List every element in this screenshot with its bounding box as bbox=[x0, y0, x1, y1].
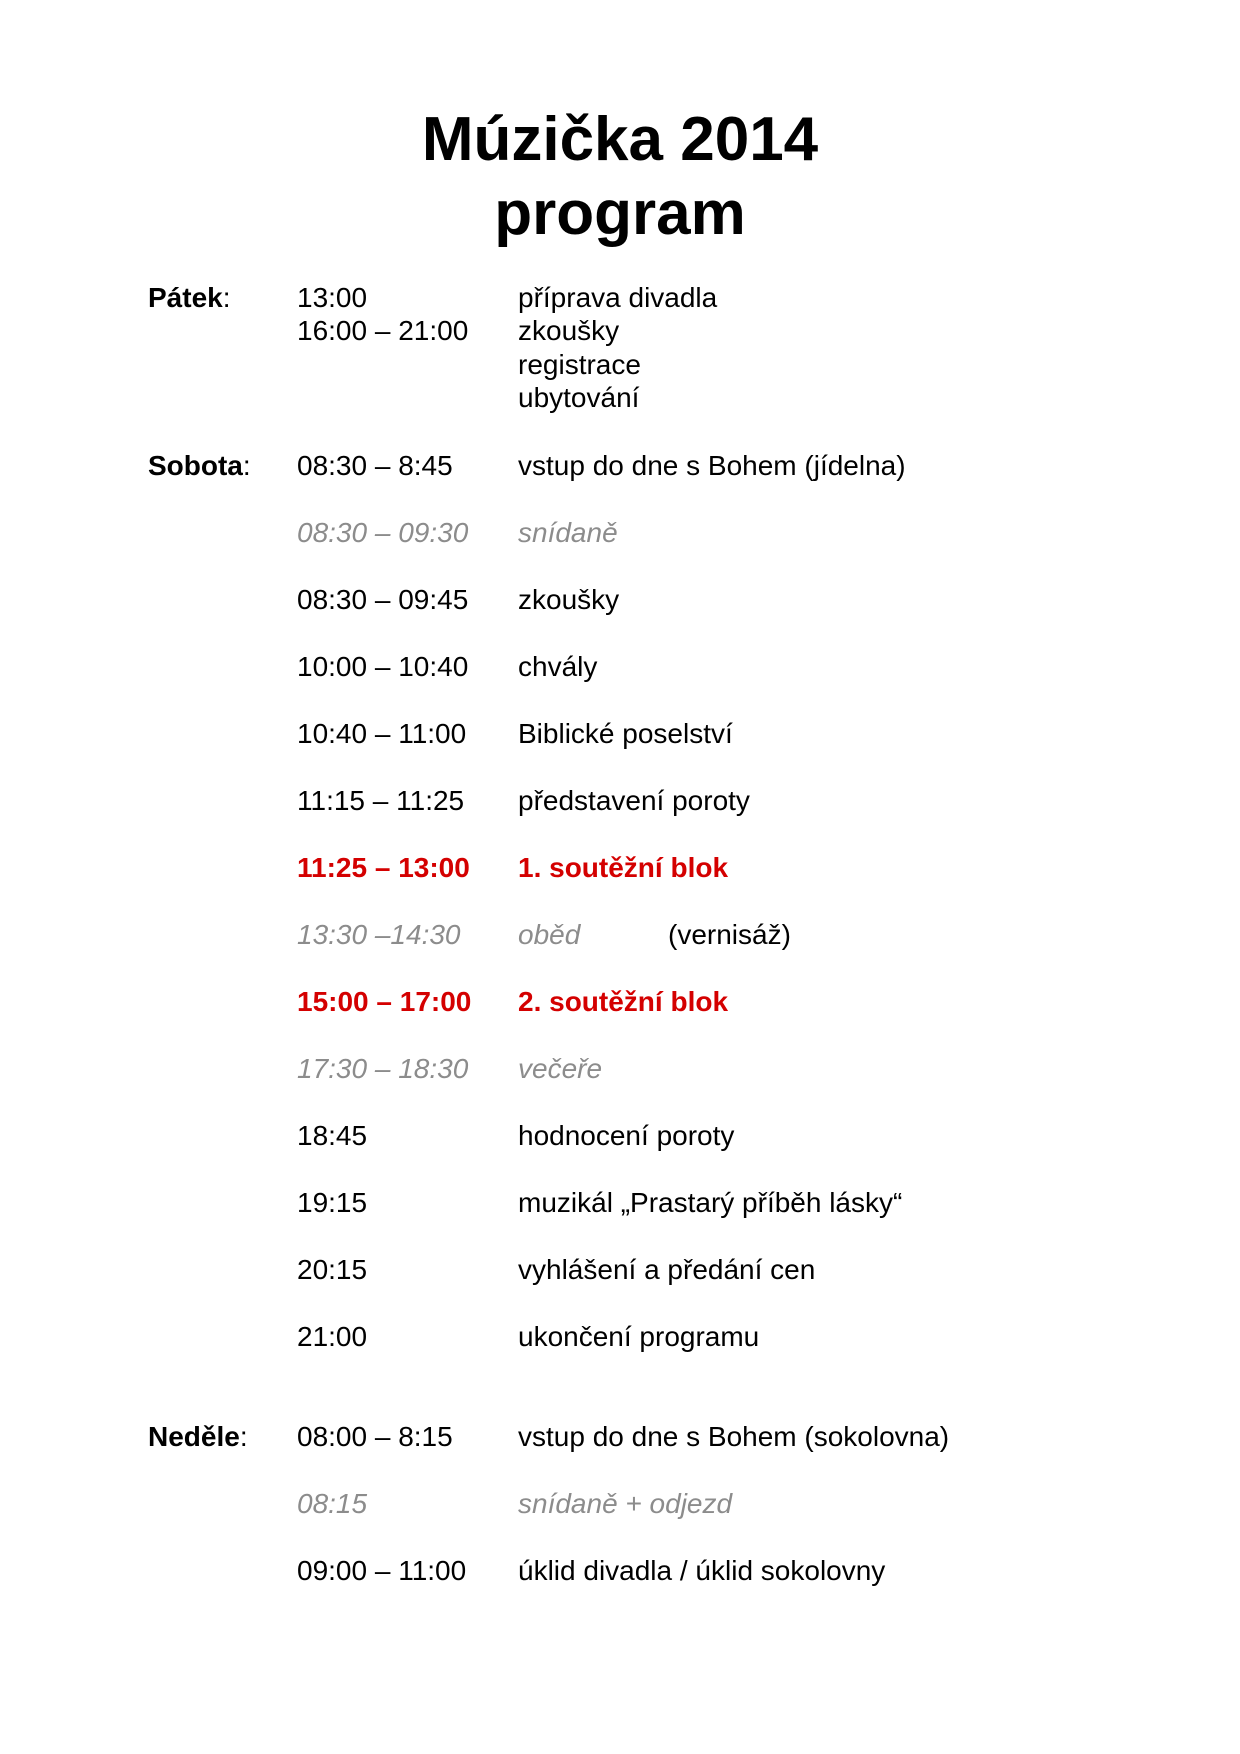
schedule-time: 13:00 bbox=[297, 282, 368, 313]
schedule-time: 21:00 bbox=[297, 1321, 368, 1352]
schedule-time: 11:15 – 11:25 bbox=[297, 785, 465, 816]
schedule-time: 08:00 – 8:15 bbox=[297, 1421, 453, 1452]
schedule-activity: vyhlášení a předání cen bbox=[518, 1254, 816, 1285]
schedule-activity: zkoušky bbox=[518, 315, 620, 346]
schedule-time-meal: 13:30 –14:30 bbox=[297, 919, 461, 950]
schedule-time: 09:00 – 11:00 bbox=[297, 1555, 467, 1586]
schedule-time: 10:40 – 11:00 bbox=[297, 718, 467, 749]
schedule-activity: vstup do dne s Bohem (jídelna) bbox=[518, 450, 906, 481]
schedule-activity-meal: oběd bbox=[518, 919, 581, 950]
schedule-time: 08:30 – 8:45 bbox=[297, 450, 453, 481]
schedule-time: 20:15 bbox=[297, 1254, 368, 1285]
page-subtitle: program bbox=[494, 179, 746, 248]
day-label-saturday: Sobota: bbox=[148, 450, 251, 481]
schedule-time: 18:45 bbox=[297, 1120, 368, 1151]
schedule-activity: úklid divadla / úklid sokolovny bbox=[518, 1555, 886, 1586]
schedule-activity-meal: večeře bbox=[518, 1053, 603, 1084]
schedule-time: 10:00 – 10:40 bbox=[297, 651, 469, 682]
schedule-activity-meal: snídaně + odjezd bbox=[518, 1488, 733, 1519]
day-label-friday: Pátek: bbox=[148, 282, 231, 313]
schedule-activity: ubytování bbox=[518, 382, 640, 413]
schedule-time-meal: 08:15 bbox=[297, 1488, 368, 1519]
schedule-time-meal: 17:30 – 18:30 bbox=[297, 1053, 469, 1084]
schedule-activity: chvály bbox=[518, 651, 598, 682]
schedule-activity-competition: 1. soutěžní blok bbox=[518, 852, 729, 883]
schedule-activity: muzikál „Prastarý příběh lásky“ bbox=[518, 1187, 903, 1218]
schedule-time-competition: 11:25 – 13:00 bbox=[297, 852, 470, 883]
schedule-time: 08:30 – 09:45 bbox=[297, 584, 469, 615]
schedule-activity: příprava divadla bbox=[518, 282, 718, 313]
schedule-activity-competition: 2. soutěžní blok bbox=[518, 986, 729, 1017]
schedule-time: 16:00 – 21:00 bbox=[297, 315, 469, 346]
schedule-note: (vernisáž) bbox=[668, 919, 791, 950]
schedule-activity-meal: snídaně bbox=[518, 517, 618, 548]
schedule-activity: ukončení programu bbox=[518, 1321, 760, 1352]
schedule-activity: registrace bbox=[518, 349, 641, 380]
schedule-activity: představení poroty bbox=[518, 785, 750, 816]
schedule-activity: hodnocení poroty bbox=[518, 1120, 735, 1151]
day-label-sunday: Neděle: bbox=[148, 1421, 248, 1452]
schedule-activity: Biblické poselství bbox=[518, 718, 733, 749]
schedule-time: 19:15 bbox=[297, 1187, 368, 1218]
schedule-activity: vstup do dne s Bohem (sokolovna) bbox=[518, 1421, 950, 1452]
schedule-time-meal: 08:30 – 09:30 bbox=[297, 517, 469, 548]
page-title: Múzička 2014 bbox=[421, 105, 819, 174]
schedule-time-competition: 15:00 – 17:00 bbox=[297, 986, 472, 1017]
schedule-activity: zkoušky bbox=[518, 584, 620, 615]
